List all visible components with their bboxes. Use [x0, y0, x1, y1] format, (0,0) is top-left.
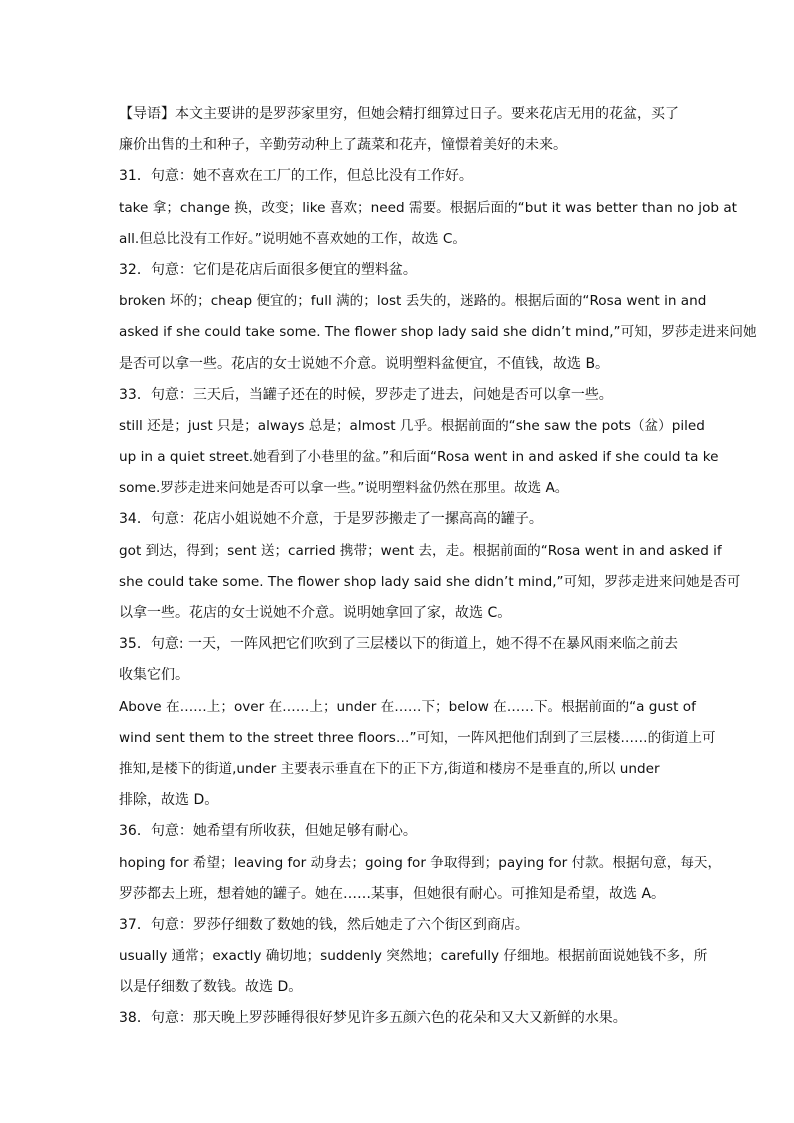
q36-explanation-line-1: hoping for 希望；leaving for 动身去；going for 争取得到；paying for 付款。根据句意，每天，: [119, 854, 722, 871]
q37-explanation-line-1: usually 通常；exactly 确切地；suddenly 突然地；carefully 仔细地。根据前面说她钱不多，所: [119, 948, 708, 965]
q31-explanation-line-1: take 拿；change 换，改变；like 喜欢；need 需要。根据后面的“but it was better than no job at: [119, 199, 737, 216]
q32-explanation-line-1: broken 坏的；cheap 便宜的；full 满的；lost 丢失的，迷路的。根据后面的“Rosa went in and: [119, 293, 707, 310]
intro-line-2: 廉价出售的土和种子，辛勤劳动种上了蔬菜和花卉，憧憬着美好的未来。: [119, 137, 567, 154]
q33-explanation-line-2: up in a quiet street.她看到了小巷里的盆。”和后面“Rosa went in and asked if she could ta ke: [119, 449, 719, 466]
q35-translation-line-1: 35．句意: 一天，一阵风把它们吹到了三层楼以下的街道上，她不得不在暴风雨来临之前去: [119, 636, 678, 653]
q37-translation: 37．句意：罗莎仔细数了数她的钱，然后她走了六个街区到商店。: [119, 916, 529, 933]
q31-translation: 31．句意：她不喜欢在工厂的工作，但总比没有工作好。: [119, 168, 473, 185]
document-body: [119, 99, 757, 1035]
q33-translation: 33．句意：三天后，当罐子还在的时候，罗莎走了进去，问她是否可以拿一些。: [119, 386, 613, 403]
q35-explanation-line-1: Above 在……上；over 在……上；under 在……下；below 在……下。根据前面的“a gust of: [119, 698, 696, 715]
q31-explanation-line-2: all.但总比没有工作好。”说明她不喜欢她的工作，故选 C。: [119, 230, 466, 247]
q34-explanation-line-3: 以拿一些。花店的女士说她不介意。说明她拿回了家，故选 C。: [119, 605, 512, 621]
intro-line-1: 【导语】本文主要讲的是罗莎家里穷，但她会精打细算过日子。要来花店无用的花盆，买了: [119, 106, 679, 122]
q32-explanation-line-3: 是否可以拿一些。花店的女士说她不介意。说明塑料盆便宜，不值钱，故选 B。: [119, 355, 610, 372]
q33-explanation-line-1: still 还是；just 只是；always 总是；almost 几乎。根据前面的“she saw the pots（盆）piled: [119, 417, 705, 434]
q34-explanation-line-1: got 到达，得到；sent 送；carried 携带；went 去，走。根据前面的“Rosa went in and asked if: [119, 542, 722, 559]
q34-translation: 34．句意：花店小姐说她不介意，于是罗莎搬走了一摞高高的罐子。: [119, 511, 543, 528]
q38-translation: 38．句意：那天晚上罗莎睡得很好梦见许多五颜六色的花朵和又大又新鲜的水果。: [119, 1010, 627, 1027]
q36-translation: 36．句意：她希望有所收获，但她足够有耐心。: [119, 823, 417, 840]
q36-explanation-line-2: 罗莎都去上班，想着她的罐子。她在……某事，但她很有耐心。可推知是希望，故选 A。: [119, 885, 666, 902]
q33-explanation-line-3: some.罗莎走进来问她是否可以拿一些。”说明塑料盆仍然在那里。故选 A。: [119, 480, 569, 497]
q35-explanation-line-3: 推知,是楼下的街道,under 主要表示垂直在下的正下方,街道和楼房不是垂直的,所以 under: [119, 760, 660, 777]
q34-explanation-line-2: she could take some. The flower shop lady said she didn’t mind,”可知，罗莎走进来问她是否可: [119, 573, 741, 590]
q32-translation: 32．句意：它们是花店后面很多便宜的塑料盆。: [119, 261, 417, 278]
q35-translation-line-2: 收集它们。: [119, 667, 189, 684]
q35-explanation-line-4: 排除，故选 D。: [119, 792, 219, 809]
q37-explanation-line-2: 以是仔细数了数钱。故选 D。: [119, 979, 303, 996]
q32-explanation-line-2: asked if she could take some. The flower shop lady said she didn’t mind,”可知，罗莎走进来问她: [119, 324, 757, 341]
q35-explanation-line-2: wind sent them to the street three floors…”可知，一阵风把他们刮到了三层楼……的街道上可: [119, 729, 716, 746]
